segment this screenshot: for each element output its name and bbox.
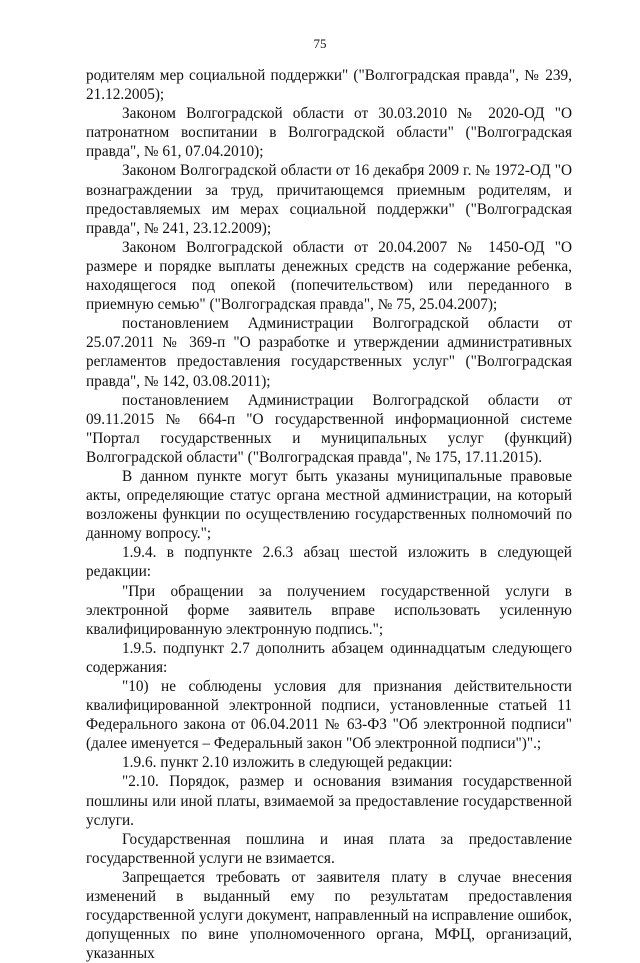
paragraph: Запрещается требовать от заявителя плату в случае внесения изменений в выданный ему по результатам предоставления государственной услуги документ, направленный на исправление ошибок, допущенных по вине уполномоченного органа, МФЦ, организаций, указанных: [86, 868, 572, 963]
paragraph: Законом Волгоградской области от 30.03.2010 № 2020-ОД "О патронатном воспитании в Волгоградской области" ("Волгоградская правда", № 61, 07.04.2010);: [86, 105, 572, 161]
paragraph: "10) не соблюдены условия для признания действительности квалифицированной электронной подписи, установленные статьей 11 Федерального закона от 06.04.2011 № 63-ФЗ "Об электронной подписи" (далее именуется – Федеральный закон "Об электронной подписи")".;: [86, 678, 572, 753]
paragraph: постановлением Администрации Волгоградской области от 25.07.2011 № 369-п "О разработке и утверждении административных регламентов предоставления государственных услуг" ("Волгоградская правда", № 142, 03.08.2011);: [86, 315, 572, 390]
paragraph: В данном пункте могут быть указаны муниципальные правовые акты, определяющие статус органа местной администрации, на который возложены функции по осуществлению государственных полномочий по данному вопросу.";: [86, 467, 572, 543]
document-body: [86, 66, 572, 963]
paragraph: 1.9.6. пункт 2.10 изложить в следующей редакции:: [122, 754, 453, 772]
paragraph: "2.10. Порядок, размер и основания взимания государственной пошлины или иной платы, взимаемой за предоставление государственной услуги.: [86, 773, 572, 829]
paragraph: 1.9.5. подпункт 2.7 дополнить абзацем одиннадцатым следующего содержания:: [86, 639, 572, 676]
paragraph: постановлением Администрации Волгоградской области от 09.11.2015 № 664-п "О государственной информационной системе "Портал государственных и муниципальных услуг (функций) Волгоградской области" ("Волгоградская правда", № 175, 17.11.2015).: [86, 391, 572, 466]
page-number: 75: [313, 36, 327, 51]
paragraph: 1.9.4. в подпункте 2.6.3 абзац шестой изложить в следующей редакции:: [86, 544, 572, 581]
paragraph: Государственная пошлина и иная плата за предоставление государственной услуги не взимается.: [86, 830, 572, 867]
paragraph: Законом Волгоградской области от 16 декабря 2009 г. № 1972-ОД "О вознаграждении за труд, причитающемся приемным родителям, и предоставляемых им мерах социальной поддержки" ("Волгоградская правда", № 241, 23.12.2009);: [86, 162, 572, 237]
paragraph: родителям мер социальной поддержки" ("Волгоградская правда", № 239, 21.12.2005);: [86, 67, 572, 104]
paragraph: Законом Волгоградской области от 20.04.2007 № 1450-ОД "О размере и порядке выплаты денежных средств на содержание ребенка, находящегося под опекой (попечительством) или переданного в приемную семью" ("Волгоградская правда", № 75, 25.04.2007);: [86, 238, 572, 314]
paragraph: "При обращении за получением государственной услуги в электронной форме заявитель вправе использовать усиленную квалифицированную электронную подпись.";: [86, 582, 572, 638]
